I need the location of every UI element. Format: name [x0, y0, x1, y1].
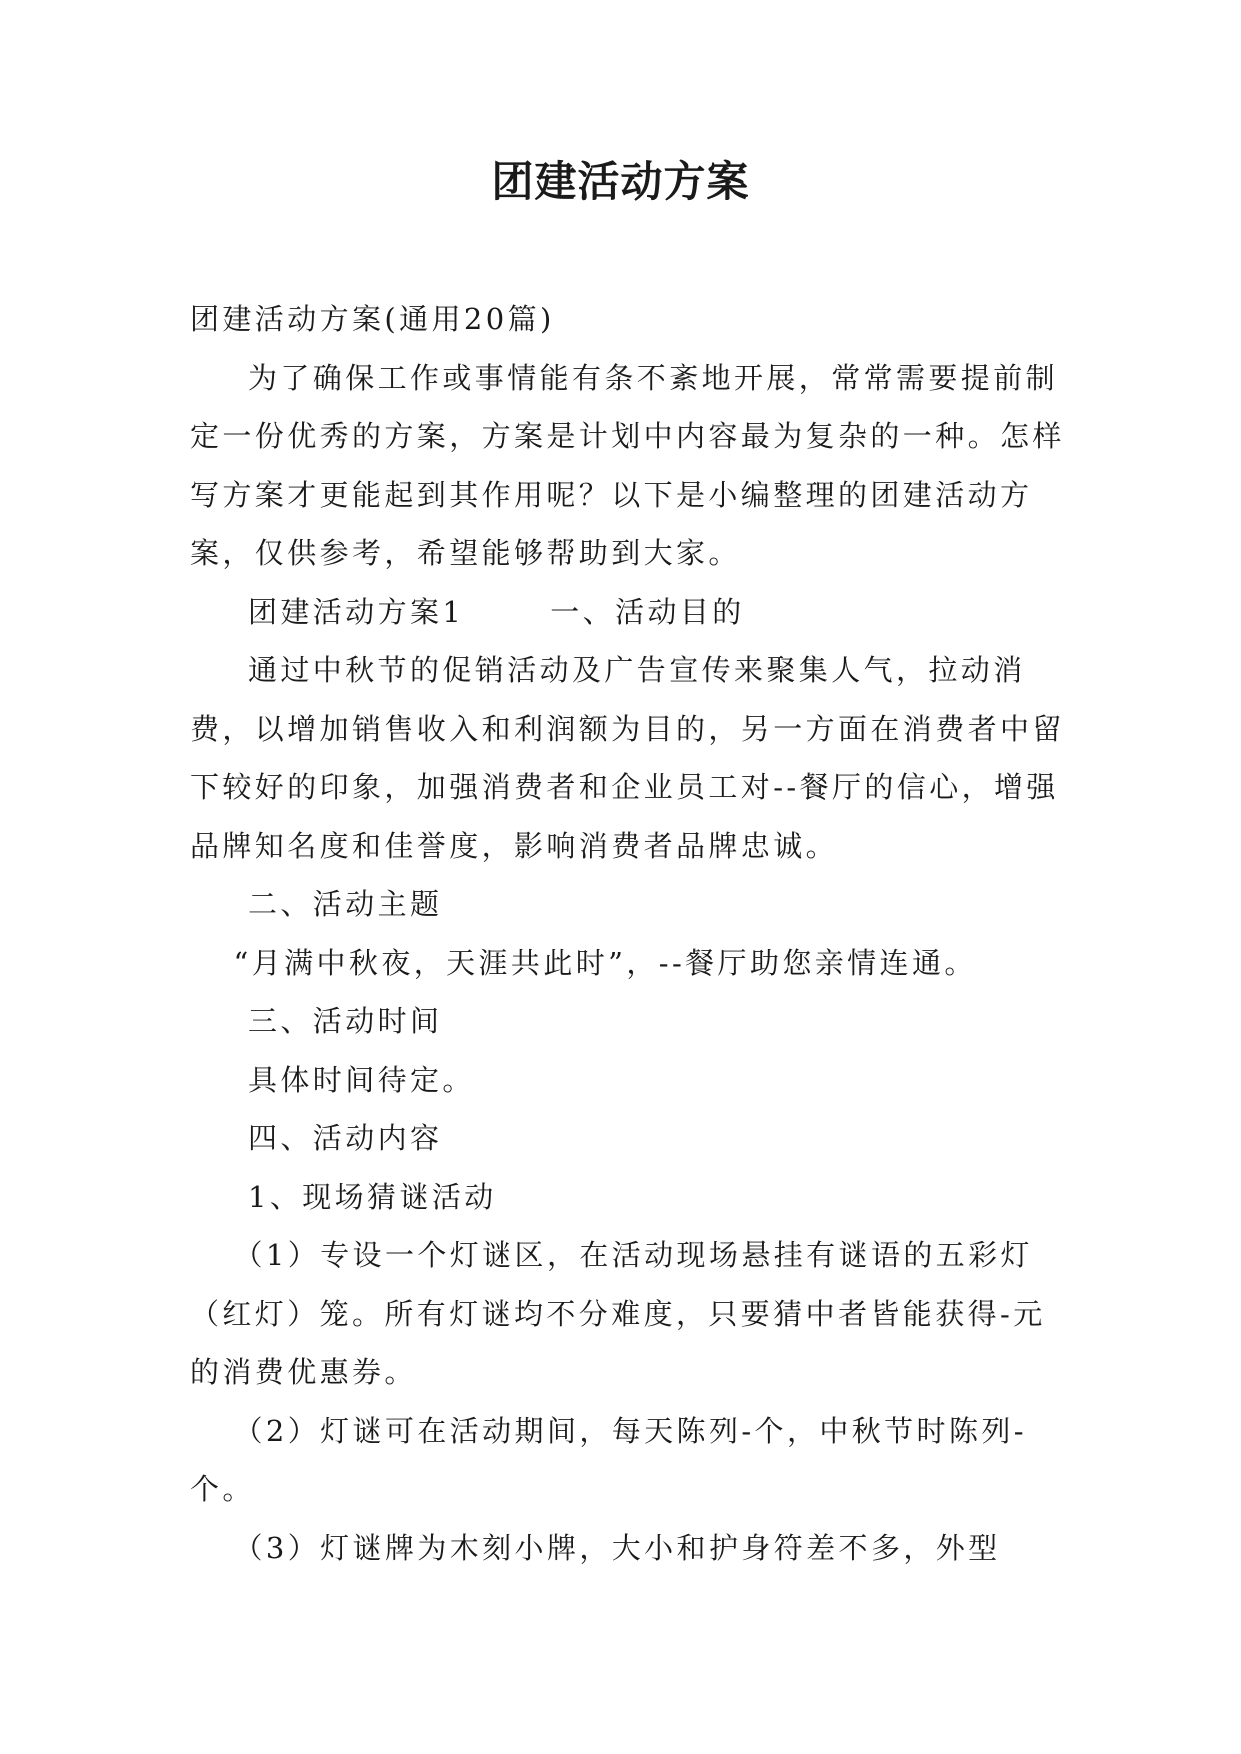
section-body-purpose: 通过中秋节的促销活动及广告宣传来聚集人气，拉动消费，以增加销售收入和利润额为目的，另一方面在消费者中留下较好的印象，加强消费者和企业员工对--餐厅的信心，增强品牌知名度和佳誉度，影响消费者品牌忠诚。 [190, 653, 1065, 863]
riddle-paragraph-3: （3）灯谜牌为木刻小牌，大小和护身符差不多，外型 [233, 1530, 1001, 1565]
riddle-paragraph-1: （1）专设一个灯谜区，在活动现场悬挂有谜语的五彩灯（红灯）笼。所有灯谜均不分难度，只要猜中者皆能获得-元的消费优惠券。 [190, 1238, 1046, 1389]
document-body [190, 290, 1070, 1577]
section-heading-content: 四、活动内容 [248, 1121, 443, 1155]
section-heading-time: 三、活动时间 [248, 1004, 443, 1038]
section-heading-theme: 二、活动主题 [248, 887, 443, 921]
plan-heading-line [190, 583, 1070, 642]
plan-label: 团建活动方案1 [248, 594, 465, 629]
section-body-time: 具体时间待定。 [248, 1062, 475, 1097]
riddle-paragraph-2: （2）灯谜可在活动期间，每天陈列-个，中秋节时陈列-个。 [190, 1413, 1027, 1506]
document-title: 团建活动方案 [491, 157, 750, 206]
section-heading-purpose: 一、活动目的 [550, 594, 745, 629]
section-body-theme: “月满中秋夜，天涯共此时”，--餐厅助您亲情连通。 [233, 945, 977, 980]
item-heading-riddle: 1、现场猜谜活动 [248, 1179, 497, 1214]
intro-paragraph: 为了确保工作或事情能有条不紊地开展，常常需要提前制定一份优秀的方案，方案是计划中内容最为复杂的一种。怎样写方案才更能起到其作用呢？以下是小编整理的团建活动方案，仅供参考，希望能够帮助到大家。 [190, 360, 1065, 570]
document-subtitle: 团建活动方案(通用20篇) [190, 302, 555, 336]
